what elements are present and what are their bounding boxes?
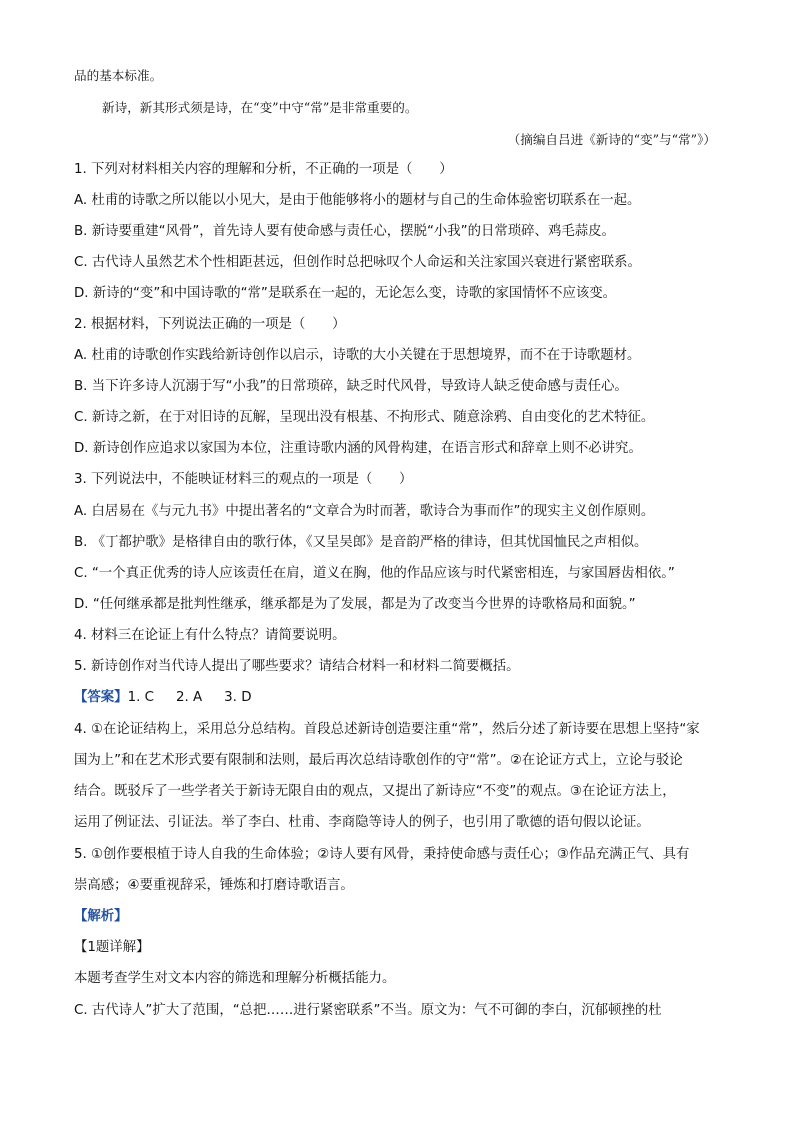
answer-4-line: 结合。既驳斥了一些学者关于新诗无限自由的观点，又提出了新诗应“不变”的观点。③在论证方法上， xyxy=(74,784,676,799)
question-stem: 新诗创作对当代诗人提出了哪些要求？请结合材料一和材料二简要概括。 xyxy=(91,659,520,674)
answer-4-line: 运用了例证法、引证法。举了李白、杜甫、李商隐等诗人的例子，也引用了歌德的语句假以论证。 xyxy=(74,815,650,830)
question-number: 3. xyxy=(74,472,87,487)
question-stem: 下列对材料相关内容的理解和分析，不正确的一项是（ ） xyxy=(91,162,453,177)
option-1b: B. 新诗要重建“风骨”，首先诗人要有使命感与责任心，摆脱“小我”的日常琐碎、鸡毛蒜皮。 xyxy=(74,224,615,239)
analysis-text: 本题考查学生对文本内容的筛选和理解分析概括能力。 xyxy=(74,971,396,986)
passage-closing-line: 新诗，新其形式须是诗，在“变”中守“常”是非常重要的。 xyxy=(102,100,418,115)
answer-4-line: 国为上”和在艺术形式要有限制和法则，最后再次总结诗歌创作的守“常”。②在论证方式上，立论与驳论 xyxy=(74,753,683,768)
answer-5-line: 5. ①创作要根植于诗人自我的生命体验；②诗人要有风骨，秉持使命感与责任心；③作品充满正气、具有 xyxy=(74,847,690,862)
option-3d: D. “任何继承都是批判性继承，继承都是为了发展，都是为了改变当今世界的诗歌格局和面貌。” xyxy=(74,597,636,612)
question-number: 1. xyxy=(74,162,87,177)
option-2d: D. 新诗创作应追求以家国为本位，注重诗歌内涵的风骨构建，在语言形式和辞章上则不必讲究。 xyxy=(74,441,642,456)
question-stem: 根据材料，下列说法正确的一项是（ ） xyxy=(91,317,346,332)
answer-item: 3. D xyxy=(224,690,252,705)
question-number: 4. xyxy=(74,628,87,643)
option-3a: A. 白居易在《与元九书》中提出著名的“文章合为时而著，歌诗合为事而作”的现实主义创作原则。 xyxy=(74,504,655,519)
question-4 xyxy=(74,626,345,646)
answer-line xyxy=(74,688,252,708)
question-number: 5. xyxy=(74,659,87,674)
option-2b: B. 当下许多诗人沉溺于写“小我”的日常琐碎，缺乏时代风骨，导致诗人缺乏使命感与责任心。 xyxy=(74,379,628,394)
answer-label: 【答案】 xyxy=(74,690,128,705)
option-1c: C. 古代诗人虽然艺术个性相距甚远，但创作时总把咏叹个人命运和关注家国兴衰进行紧密联系。 xyxy=(74,255,641,270)
answer-item: 2. A xyxy=(175,690,203,705)
analysis-text: C. 古代诗人”扩大了范围，“总把……进行紧密联系”不当。原文为：气不可御的李白，沉郁顿挫的杜 xyxy=(74,1003,662,1018)
answer-5-line: 崇高感；④要重视辞采，锤炼和打磨诗歌语言。 xyxy=(74,878,354,893)
question-stem: 材料三在论证上有什么特点？请简要说明。 xyxy=(91,628,346,643)
passage-source: （摘编自吕进《新诗的“变”与“常”》） xyxy=(507,132,716,147)
analysis-label: 【解析】 xyxy=(74,909,128,924)
question-5 xyxy=(74,657,520,677)
option-1d: D. 新诗的“变”和中国诗歌的“常”是联系在一起的，无论怎么变，诗歌的家国情怀不应该变。 xyxy=(74,286,617,301)
answer-item: 1. C xyxy=(127,690,154,705)
option-3b: B. 《丁都护歌》是格律自由的歌行体，《又呈吴郎》是音韵严格的律诗，但其忧国恤民之声相似。 xyxy=(74,535,648,550)
option-3c: C. “一个真正优秀的诗人应该责任在肩，道义在胸，他的作品应该与时代紧密相连，与家国唇齿相依。” xyxy=(74,566,675,581)
question-number: 2. xyxy=(74,317,87,332)
passage-end-line: 品的基本标准。 xyxy=(74,68,163,83)
question-1 xyxy=(74,160,453,180)
option-2c: C. 新诗之新，在于对旧诗的瓦解，呈现出没有根基、不拘形式、随意涂鸦、自由变化的艺术特征。 xyxy=(74,410,655,425)
question-stem: 下列说法中，不能映证材料三的观点的一项是（ ） xyxy=(91,472,413,487)
option-1a: A. 杜甫的诗歌之所以能以小见大，是由于他能够将小的题材与自己的生命体验密切联系在一起。 xyxy=(74,193,641,208)
question-2 xyxy=(74,315,345,335)
option-2a: A. 杜甫的诗歌创作实践给新诗创作以启示，诗歌的大小关键在于思想境界，而不在于诗歌题材。 xyxy=(74,348,641,363)
answer-4-line: 4. ①在论证结构上，采用总分总结构。首段总述新诗创造要注重“常”，然后分述了新诗要在思想上坚持“家 xyxy=(74,722,700,737)
analysis-sub-label: 【1题详解】 xyxy=(74,940,150,955)
question-3 xyxy=(74,470,412,490)
